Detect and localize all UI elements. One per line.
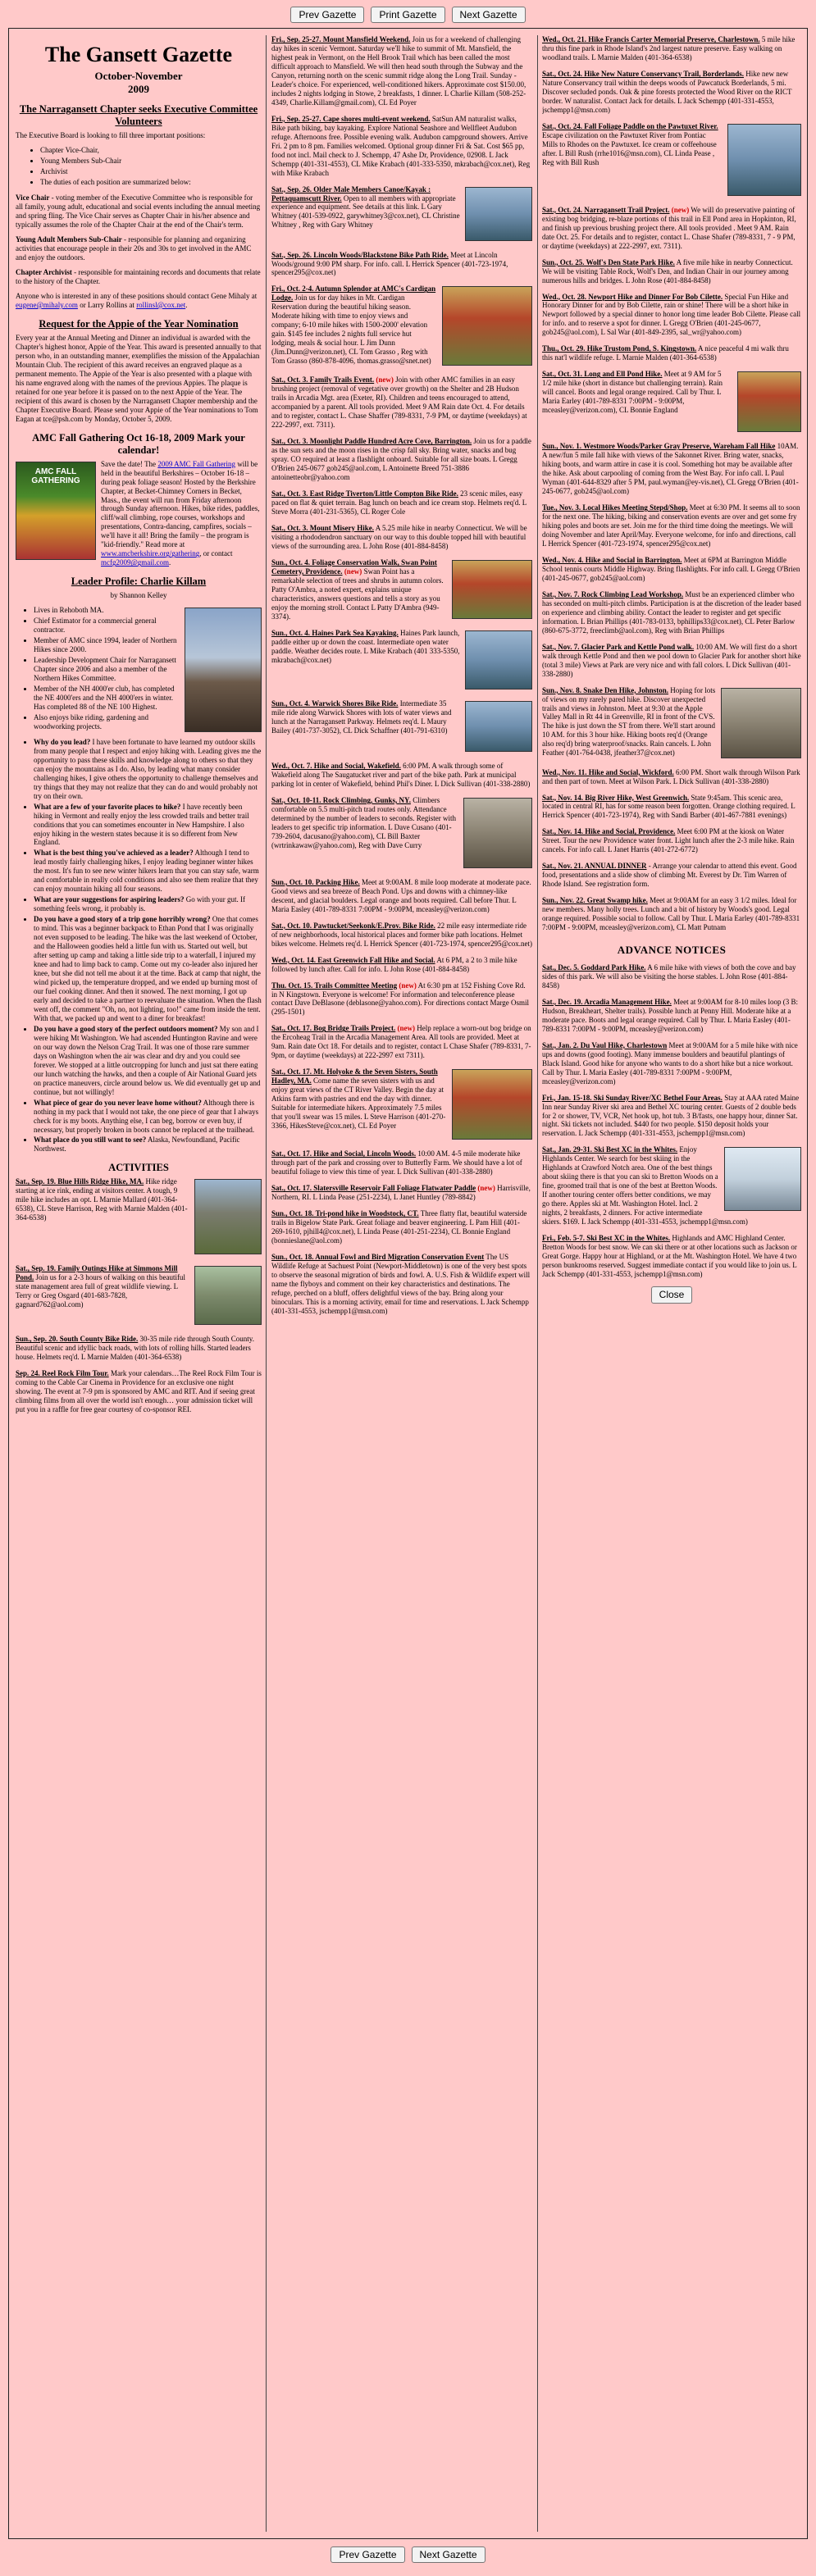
- event-date: Sat., Nov. 14. Big River Hike, West Greenwich.: [542, 793, 690, 802]
- event-desc: The US Wildlife Refuge at Sachuest Point (Newport-Middletown) is one of the very best spots to observe the seasonal migration of birds and fowl. A. U.S. Fish & Wildlife expert will name the flyboys and comment on their key characteristics and destinations. The refuge, perched on a bluff, offers delightful views of the bay. Bring along your binoculars. This is a morning activity, email for time and reservations. L Jack Schempp (401-331-4553, jschempp1@msn.com): [271, 1253, 531, 1315]
- profile-qa: [34, 895, 262, 913]
- profile-fact: • Lives in Rehoboth MA.: [34, 606, 262, 615]
- event-desc: Three flatty flat, beautiful waterside trails in Bigelow State Park. Great foliage and beaver engineering. L Pam Hill (401-269-1610, pjhill4@cox.net), L Linda Pease (401-251-2234), CL Bonnie England (bonnieslane@aol.com): [271, 1209, 527, 1245]
- event-date: Sat., Dec. 5. Goddard Park Hike.: [542, 963, 646, 972]
- event-item: [271, 185, 532, 243]
- activities-heading: ACTIVITIES: [108, 1162, 169, 1174]
- event-item: [542, 768, 801, 786]
- young-adult-label: Young Adult Members Sub-Chair: [16, 235, 122, 244]
- event-desc: Escape civilization on the Pawtuxet River from Pontiac Mills to Rhodes on the Pawtuxet. Ice cream or coffeehouse after. L Bill Rush (rrhe1016@msn.com), CL Linda Pease , Reg with Bill Rush: [542, 130, 717, 166]
- event-desc: 6:00 PM. A walk through some of Wakefield along The Saugatucket river and part of the bike path. Park at municipal parking lot in center of Wakefield, behind Phil's Diner. L Dick Sullivan (401-338-2880): [271, 761, 531, 788]
- contact-text: or Larry Rollins at: [77, 300, 137, 309]
- event-item: [16, 1369, 262, 1414]
- gathering-link[interactable]: 2009 AMC Fall Gathering: [157, 459, 236, 468]
- event-item: [542, 122, 801, 198]
- event-desc: Enjoy Highlands Center. We search for best skiing in the Highlands at Crawford Notch area. One of the best things about skiing there is that you can ski to Bretton Woods on a fine, groomed trail that is one of the best at Bretton Woods. If another touring center offers better conditions, we may go there. Apples ski at Mt. Washington Hotel. Incl. 2 nights, 2 breakfasts, 2 dinners. For active intermediate skiers. $169. L Jack Schempp (401-331-4553, jschempp1@msn.com): [542, 1145, 748, 1227]
- event-desc: Harrisville, Northern, RI. L Linda Pease (251-2234), L Janet Huntley (789-8842): [271, 1184, 531, 1202]
- event-date: Sun., Oct. 4. Warwick Shores Bike Ride.: [271, 699, 399, 708]
- event-item: [271, 981, 532, 1017]
- event-desc: Hike ridge starting at ice rink, ending at visitors center. A tough, 9 mile hike includes an opt. L Marnie Mallard (401-364-6538), CL Steve Harrison, Reg with Marnie Malden (401-364-6538): [16, 1177, 188, 1222]
- event-date: Sep. 24. Reel Rock Film Tour.: [16, 1369, 109, 1378]
- event-desc: A 6 mile hike with views of both the cove and bay sides of this park. We will also be visiting the horse stables. L John Rose (401-884-8458): [542, 963, 796, 990]
- event-item: [271, 437, 532, 482]
- event-item: [542, 442, 801, 496]
- gathering-body: Save the date! The: [101, 459, 158, 468]
- new-badge: (new): [669, 205, 690, 214]
- event-date: Fri., Sep. 25-27. Mount Mansfield Weekend.: [271, 35, 411, 43]
- profile-qa: [34, 803, 262, 848]
- event-desc: Special Fun Hike and Honorary Dinner for and by Bob Cilette, rain or shine! There will be a short hike in Newport followed by a special dinner to honor long time leader Bob Cilette. Please call for info. and to reserve a spot for dinner. L Gregg O'Brien (401-245-0677, gob245@aol.com), L Sal War (401-849-2395, sal_wr@yahoo.com): [542, 292, 801, 337]
- event-desc: Stay at AAA rated Maine Inn near Sunday River ski area and Bethel XC touring center. Guests of 2 double beds for 2 or shower, TV, VCR, Net hook up, hot tub. 3 B/fasts, one happy hour, dinner Sat. night. Ski tickets not included. $440 for two people. $150 deposit holds your reservation. L Jack Schempp (401-331-4553, jschempp1@msn.com): [542, 1093, 800, 1138]
- event-item: [271, 35, 532, 107]
- event-item: [542, 206, 801, 251]
- event-item: [542, 1041, 801, 1086]
- event-desc: Join us for a weekend of challenging day hikes in scenic Vermont. Saturday we'll hike to summit of Mt. Mansfield, the highest peak in Vermont, on the Hell Brook Trail which has been called the most difficult approach to Mansfield. We will then head south through the Subway and the Canyon, returning north on the scenic summit ridge along the Long Trail. Sunday - Leader's choice. For experienced, well-conditioned hikers. Approximate cost $150.00, includes 2 nights lodging in Stowe, 2 breakfasts, 1 dinner. L Charlie Killam (508-252-4349, Charlie.Killam@gmail.com), CL Ed Poyer: [271, 35, 527, 107]
- event-photo: [721, 688, 801, 758]
- event-photo: [465, 701, 532, 752]
- column-right: [542, 35, 801, 2503]
- edition-months: October-November: [94, 69, 183, 82]
- event-desc: A nice peaceful 4 mi walk thru this nat'l wildlife refuge. L Marnie Malden (401-364-6538): [542, 344, 789, 362]
- profile-fact: • Member of the NH 4000'er club, has completed the NE 4000'ers and the NH 4000'ers in winter. Has completed 88 of the NE 100 Highest.: [34, 685, 262, 712]
- event-date: Sat., Dec. 19. Arcadia Management Hike.: [542, 997, 672, 1006]
- edition-year: 2009: [128, 82, 149, 95]
- event-item: [271, 1149, 532, 1176]
- event-date: Sat., Sep. 19. Family Outings Hike at Simmons Mill Pond.: [16, 1264, 178, 1282]
- berkshire-link[interactable]: www.amcberkshire.org/gathering: [101, 549, 200, 558]
- event-date: Fri., Sep. 25-27. Cape shores multi-event weekend.: [271, 114, 431, 123]
- position-item: • The duties of each position are summarized below:: [40, 178, 262, 187]
- event-item: [271, 1253, 532, 1316]
- event-desc: Meet at 9:00AM. 8 mile loop moderate at moderate pace. Good views and sea breeze of Beach Pond. Ups and downs with a chimney-like descent, and glacial boulders. Legal orange and boots required. Call before Thur. L Maria Easley (401-789-8331 7:00PM - 9:00PM, mceasley@verizon.com): [271, 877, 531, 913]
- event-item: [542, 35, 801, 62]
- event-item: [271, 1184, 532, 1202]
- event-desc: Climbers comfortable on 5.5 multi-pitch trad routes only. Attendance determined by the number of leaders to seconds. Register with leaders to get specific trip information. L Dave Cusano (401-739-2604, dacusano@yahoo.com), CL Bill Baxter (wrtrinkawaw@yahoo.com), Reg with Dave Curry: [271, 795, 456, 849]
- event-date: Sun., Oct. 4. Foliage Conservation Walk, Swan Point Cemetery, Providence.: [271, 558, 437, 576]
- event-desc: Meet at Lincoln Woods/ground 9:00 PM sharp. For info. call. L Herrick Spencer (401-723-1974, spencer295@cox.net): [271, 250, 508, 277]
- event-item: [542, 643, 801, 679]
- event-date: Thu. Oct. 15. Trails Committee Meeting: [271, 981, 398, 990]
- event-date: Sun., Oct. 25. Wolf's Den State Park Hike.: [542, 257, 675, 266]
- event-item: [271, 251, 532, 278]
- event-date: Wed., Oct. 21. Hike Francis Carter Memorial Preserve, Charlestown.: [542, 35, 760, 43]
- event-date: Fri., Feb. 5-7. Ski Best XC in the Whites.: [542, 1234, 671, 1243]
- qa-answer: Although there is nothing in my pack that I would not take, the one piece of gear that I always check for is my boots. Anything else, I can beg, borrow or even buy, if necessary, but properly broken in boots cannot be replaced at the trailhead.: [34, 1098, 259, 1134]
- qa-answer: Go with your gut. If something feels wrong, it probably is.: [34, 895, 246, 913]
- event-desc: Hike new new Nature Conservancy trail within the deeps woods of Pawcatuck Borderlands, 5 mi. Discover secluded ponds. Oak & pine forests protected the Wood River on the RICT border. W naturalist. Contact Jack for details. L Jack Schempp (401-331-4553, jschempp1@msn.com): [542, 69, 792, 114]
- contact-text: .: [185, 300, 188, 309]
- event-desc: Meet at 6PM at Barrington Middle School tennis courts Middle Highway. Bring flashlights. For info call. L Gregg O'Brien (401-245-0677, gob245@aol.com): [542, 555, 800, 582]
- event-date: Fri., Oct. 2-4. Autumn Splendor at AMC's Cardigan Lodge.: [271, 284, 436, 303]
- charlie-killam-photo: [185, 608, 262, 732]
- event-date: Sun., Sep. 20. South County Bike Ride.: [16, 1335, 139, 1344]
- event-desc: Help replace a worn-out bog bridge on the Ercoheag Trail in the Arcadia Management Area. All tools are provided. Meet at 9am. Rain date Oct 18. For details and to register, contact L Chase Shafer (789-8331, 7-9pm, or daytime (weekdays) at 222-2997 ext 7311).: [271, 1024, 531, 1060]
- event-item: [271, 284, 532, 368]
- gathering-text: [16, 460, 262, 568]
- qa-answer: I have recently been hiking in Vermont and really enjoy the less crowded trails and better trail conditions that you can sometimes encounter in New Hampshire. I also enjoy hiking in the western states because it is so different from New England.: [34, 802, 249, 847]
- profile-fact: • Leadership Development Chair for Narragansett Chapter since 2006 and also a member of the Northern Hikes Committee.: [34, 656, 262, 683]
- profile-byline: by Shannon Kelley: [110, 591, 167, 600]
- profile-qa: [34, 1136, 262, 1154]
- event-desc: Meet 6:00 PM at the kiosk on Water Street. Tour the new Providence water front. Light lunch after the 2-3 mile hike. Rain cancels. For info call. L Janet Harris (401-272-6772): [542, 827, 795, 854]
- qa-answer: My son and I were hiking Mt Washington. We had ascended Huntington Ravine and were on our way down the Nelson Crag Trail. It was one of those rare summer days on Washington when the air was clear and dry and you could see forever. We stopped at a little outcropping for lunch and just sat there eating our lunch watching the hawks, and then a couple of Air National Guard jets on practice maneuvers, circle around below us. We did eventually get up and continue, but not willingly!: [34, 1024, 261, 1096]
- event-desc: Meet at 9 AM for 5 1/2 mile hike (short in distance but challenging terrain). Rain will cancel. Boots and legal orange required. Call by Thur. L Maria Earley (401-789-8331 7:00PM - 9:00PM, mceasley@verizon.com), CL Bonnie England: [542, 370, 723, 415]
- event-desc: Open to all members with appropriate experience and equipment. See details at this link. L Gary Whitney (401-539-0922, garywhitney3@cox.net), CL Christine Whitney , Reg with Gary Whitney: [271, 193, 460, 230]
- event-desc: - Arrange your calendar to attend this event. Good food, presentations and a slide show of climbing Mt. Everest by Dr. Tim Warren of Rhode Island. See registration form.: [542, 862, 797, 889]
- event-date: Sun., Oct. 10. Packing Hike.: [271, 877, 360, 886]
- event-item: [271, 1024, 532, 1060]
- event-date: Fri., Jan. 15-18. Ski Sunday River/XC Bethel Four Areas.: [542, 1093, 723, 1102]
- event-item: [542, 862, 801, 889]
- event-photo: [737, 371, 801, 432]
- event-item: [271, 524, 532, 551]
- event-item: [542, 590, 801, 635]
- event-date: Sat., Sep. 26. Older Male Members Canoe/Kayak : Pettaquamscutt River.: [271, 184, 431, 203]
- event-item: [271, 558, 532, 621]
- event-desc: Meet at 9:00AM for a 5 mile hike with nice ups and downs (good footing). Many immense boulders and beautiful plantings of Black Island. Good hike for anyone who wants to do a short hike but a nice workout. Call by Thur. L Maria Easley (401-789-8331 7:00PM - 9:00PM, mceasley@verizon.com): [542, 1040, 798, 1085]
- event-desc: 5 mile hike thru this fine park in Rhode Island's 2nd largest nature preserve. Easy walking on woodland trails. L Marnie Malden (401-364-6538): [542, 35, 795, 61]
- profile-qa: [34, 849, 262, 894]
- event-item: [542, 686, 801, 761]
- event-photo: [194, 1179, 262, 1254]
- event-item: [542, 896, 801, 932]
- email-link[interactable]: rollinsl@cox.net: [136, 300, 186, 309]
- event-desc: Come name the seven sisters with us and enjoy great views of the CT River Valley. Begin the day at Atkins farm with pastries and end the day with dinner. Suitable for intermediate hikers. Approximately 7.5 miles that you'll swear was 15 miles. L Steve Harrison (401-270-3366, HikesSteve@cox.net), CL Ed Poyer: [271, 1076, 446, 1131]
- event-date: Sat., Oct. 31. Long and Ell Pond Hike.: [542, 370, 663, 379]
- event-date: Sat., Nov. 21. ANNUAL DINNER: [542, 862, 647, 871]
- next-gazette-button[interactable]: Next Gazette: [452, 7, 526, 23]
- event-photo: [463, 798, 532, 868]
- close-button[interactable]: Close: [651, 1286, 693, 1304]
- young-adult-desc: [16, 235, 262, 262]
- event-date: Sun., Oct. 18. Tri-pond hike in Woodstock, CT.: [271, 1209, 419, 1218]
- event-desc: Intermediate 35 mile ride along Warwick Shores with lots of water views and lunch at the Narragansett Parkway. Helmets req'd. L Maury Bailey (401-737-3052), CL Dick Schaffner (401-791-6310): [271, 699, 452, 735]
- gathering-body: will be held in the beautiful Berkshires – October 16-18 – during peak foliage season! Hosted by the Berkshire Chapter, at Becket-Chimney Corners in Becket, Mass., the event will run from Friday afternoon through Sunday afternoon. Hikes, bike rides, paddles, cliff/wall climbing, rope courses, workshops and presentations, Contra-dancing, campfires, socials – we'll have it all! Bring the family – the program is "kid-friendly." Read more at: [101, 459, 260, 549]
- event-item: [271, 115, 532, 178]
- event-date: Wed., Oct. 7. Hike and Social, Wakefield.: [271, 761, 401, 770]
- qa-question: What are your suggestions for aspiring leaders?: [34, 895, 185, 904]
- event-item: [542, 344, 801, 362]
- qa-answer: I have been fortunate to have learned my outdoor skills from many people that I respect and enjoy hiking with. Leading gives me the opportunity to pass these skills and knowledge along to others so that they can enjoy the mountains as I do. Also, by leading what many consider challenging hikes, I give others the opportunity to challenge themselves and try things that they may not realize that they can do and would probably not try on their own.: [34, 737, 262, 800]
- event-desc: 10AM. A new/fun 5 mile fall hike with views of the Sakonnet River. Bring water, snacks, hiking boots, and warm attire in case it is cool. Something hot may be available after the hike. Ask about carpooling of coming from the West Bay. For info call. L Paul Wyman (401-644-8329 after 5 PM, paul.wyman@ey-vis.net), CL Gregg O'Brien (401-245-0677, gob245@aol.com): [542, 442, 799, 496]
- event-desc: Meet at 9:00AM for an easy 3 1/2 miles. Ideal for new members. Many holly trees. Lunch and a bit of history by Woods's good. Legal orange required. Possible social to follow. Call by Thur. L Maria Earley (401-789-8331 7:00PM - 9:00PM, mceasley@verizon.com), CL Matt Putnam: [542, 896, 800, 932]
- fall-gathering-poster: [16, 462, 96, 560]
- qa-answer: Although I tend to lead mostly fairly challenging hikes, I enjoy leading beginner winter hikes the most. It's fun to see new winter hikers learn that you can stay safe, warm and comfortable in really cold conditions and also see them realize that they can enjoy mountain hiking all four seasons.: [34, 849, 259, 894]
- email-link[interactable]: eugene@mihaly.com: [16, 300, 78, 309]
- event-item: [271, 762, 532, 789]
- qa-question: Do you have a good story of the perfect outdoors moment?: [34, 1024, 218, 1033]
- event-item: [271, 922, 532, 949]
- event-item: [542, 1094, 801, 1139]
- qa-answer: One that comes to mind. This was a beginner backpack to Ethan Pond that I was originally not even supposed to be leading. The hike was the last weekend of October, and the Halloween goodies held a little fun with us. Started out well, but after setting up camp and taking a little side trip to a waterfall, I injured my knee and had to limp back to camp. Come out my co-leader also injured her knee, but she did not tell me about it at the time. Back at camp that night, the wind picked up, the temperature dropped, and we ended up burning most of our fuel cooking dinner. And then it snowed. The next morning, I got up early and decided to take a partner to reevaluate the situation. When the flash went off, the comment "Oh, no, not lighting, too!" came from inside the tent. With that, we packed up and went to a diner for breakfast!: [34, 915, 262, 1022]
- event-item: [271, 1209, 532, 1245]
- event-desc: Join us for a 2-3 hours of walking on this beautiful state management area full of great wildlife viewing. L Terry or Greg Osgard (401-683-7828, gagnard762@aol.com): [16, 1273, 185, 1309]
- event-date: Sat., Oct. 17. Mt. Holyoke & the Seven Sisters, South Hadley, MA.: [271, 1067, 438, 1085]
- column-divider: [266, 35, 267, 2532]
- event-date: Sat., Oct. 10. Pawtucket/Seekonk/E.Prov. Bike Ride.: [271, 921, 435, 930]
- event-item: [16, 1335, 262, 1362]
- new-badge: (new): [342, 567, 362, 576]
- event-date: Wed., Oct. 14. East Greenwich Fall Hike and Social.: [271, 955, 435, 964]
- gathering-body: .: [169, 558, 171, 567]
- event-desc: 10:00 AM. We will first do a short walk through Kettle Pond and then we pool down to Glacier Park for another short hike (total 3 mile) Views at Park are very nice and with fall colors. L Dick Sullivan (401-338-2880): [542, 642, 801, 678]
- event-desc: SatSun AM naturalist walks, Bike path biking, bay kayaking. Explore National Seashore and Wellfleet Audubon refuge. Afternoons free. Possible evening walk. Audubon campground showers. Arrive Fri. 2 pm to 8 pm. Families welcomed. Optional group dinner Fri & Sat. Cost $65 pp, food not incl. Mail check to J. Schempp, 47 Ashe Dr, Providence, 02908. L Jack Schempp (401-331-4553), CL Mike Krabach (401-333-5350, mkrabach@cox.net), Reg with Mike Krabach: [271, 114, 531, 177]
- event-photo: [465, 187, 532, 241]
- positions-list: [16, 146, 262, 187]
- event-date: Sat., Oct. 3. Mount Misery Hike.: [271, 524, 374, 532]
- profile-qa: [34, 738, 262, 801]
- event-item: [542, 293, 801, 338]
- event-desc: Meet at 9:00AM for 8-10 miles loop (3 B: Hudson, Breakheart, Shelter trails). Possible lunch at Penny Hill. Moderate hike at a moderate pace. Boots and legal orange required. Call by Thur. L Maria Easley (401-789-8331 7:00PM - 9:00PM, mceasley@verizon.com): [542, 997, 799, 1033]
- event-photo: [194, 1266, 262, 1325]
- profile-qa: [34, 915, 262, 1023]
- contact-text: Anyone who is interested in any of these positions should contact Gene Mihaly at: [16, 292, 258, 300]
- gazette-sheet: [8, 28, 808, 2539]
- event-desc: 22 mile easy intermediate ride of new neighborhoods, local historical places and former bike path locations. Helmet bikes welcome. Helmets req'd. L Herrick Spencer (401-723-1974, spencer295@cox.net): [271, 921, 532, 948]
- event-date: Sat., Nov. 7. Rock Climbing Lead Workshop.: [542, 589, 684, 598]
- event-photo: [452, 560, 532, 619]
- event-date: Wed., Oct. 28. Newport Hike and Dinner For Bob Cilette.: [542, 292, 723, 301]
- column-left: [16, 35, 262, 2503]
- event-desc: Join with other AMC families in an easy brushing project (removal of vegetative over growth) on the Shelter and 2B Hudson trails in Arcadia Mgt. area (Exeter, RI). Children and teens encouraged to attend, accompanied by a parent. All tools provided. Meet 9 AM Rain date Oct. 4. For details and to register, contact L. Chase Shaffer (789-8331, 7-9 PM, or daytime (weekdays) at 222-2997, ext. 7311).: [271, 375, 527, 430]
- gathering-email-link[interactable]: mcfg2009@gmail.com: [101, 558, 170, 567]
- qa-question: What place do you still want to see?: [34, 1136, 147, 1145]
- committee-contact: [16, 292, 262, 310]
- event-item: [271, 956, 532, 974]
- bottom-nav: [0, 2539, 816, 2563]
- young-adult-text: - responsible for planning and organizing activities that encourage people in their 20s and 30s to get involved in the AMC and enjoy the outdoors.: [16, 235, 252, 262]
- event-date: Wed., Nov. 11. Hike and Social, Wickford.: [542, 767, 674, 776]
- column-middle: [271, 35, 532, 2503]
- profile-qa: [34, 1025, 262, 1097]
- event-item: [542, 70, 801, 115]
- event-item: [542, 258, 801, 285]
- column-divider: [537, 35, 538, 2532]
- committee-heading: The Narragansett Chapter seeks Executive Committee Volunteers: [19, 103, 258, 128]
- event-desc: Haines Park launch, paddle either up or down the coast. Intermediate open water paddle. Weather decides route. L Mike Krabach (401 333-5350, mkrabach@cox.net): [271, 628, 460, 664]
- event-item: [542, 963, 801, 990]
- event-date: Sat., Jan. 29-31. Ski Best XC in the Whites.: [542, 1145, 678, 1154]
- event-desc: A five mile hike in nearby Connecticut. We will be visiting Table Rock, Wolf's Den, and Indian Chair in our journey among numerous hills and bridges. L John Rose (401-884-8458): [542, 257, 793, 284]
- event-item: [271, 699, 532, 754]
- new-badge: (new): [476, 1184, 495, 1193]
- event-desc: Must be an experienced climber who has seconded on multi-pitch climbs. Participation is at the discretion of the leader based on experience and climbing ability. Contact the leader to register and get specific information. L Brian Phillips (401-783-0133, bphillips33@cox.net), CL Peter Barlow (860-675-3772, freeclimb@aol.com), Reg with Brian Phillips: [542, 589, 801, 635]
- event-desc: Join us for day hikes in Mt. Cardigan Reservation during the beautiful hiking season. Moderate hiking with time to enjoy views and company; 6-10 mile hikes with 1500-2000' elevation gain. $145 fee includes 2 nights full service hut lodging, meals & social hour. L Jim Dunn (Jim.Dunn@verizon.net), CL Tom Grasso , Reg with Tom Grasso (860-878-4096, thomas.grasso@snet.net): [271, 294, 431, 366]
- event-photo: [727, 124, 801, 196]
- event-item: [542, 1234, 801, 1279]
- appie-text: Every year at the Annual Meeting and Dinner an individual is awarded with the Chapter's highest honor, Appie of the Year. This award is presented annually to that person who, in an outstanding manner, exemplifies the mission of the Appalachian Mountain Club. The recipient of this award receives an engraved plaque as a permanent memento. The Appie of the Year is also presented with a plaque with his name engraved along with the names of the previous Appies. The plaque is retained for one year before it is passed on to the next Appie of the Year. The recipient of this award is chosen by the Narragansett Chapter membership and the Chapter Executive Board. Please send your Appie of the Year nominations to Tom Eagan at tce@psh.com by Monday, October 5, 2009.: [16, 333, 262, 423]
- prev-gazette-button[interactable]: Prev Gazette: [331, 2546, 404, 2563]
- event-date: Sat., Nov. 7. Glacier Park and Kettle Pond walk.: [542, 642, 695, 651]
- vice-chair-text: - voting member of the Executive Committee who is responsible for all family, young adult, educational and social events including the annual meeting and spring fling. The Vice Chair serves as Chapter Chair in his/her absence and typically assumes the role of the Chapter Chair at the end of the Chair's term.: [16, 193, 261, 230]
- event-date: Sat., Oct. 24. Fall Foliage Paddle on the Pawtuxet River.: [542, 121, 718, 130]
- event-item: [542, 556, 801, 583]
- event-date: Sat., Nov. 14. Hike and Social, Providence.: [542, 827, 676, 836]
- event-desc: 10:00 AM. 4-5 mile moderate hike through part of the park and crossing over to Butterfly Farm. We should have a lot of beautiful foliage to view this time of year. L Dick Sullivan (401-338-2880): [271, 1149, 522, 1176]
- event-date: Sat., Oct. 17. Slatersville Reservoir Fall Foliage Flatwater Paddle: [271, 1184, 476, 1193]
- event-item: [542, 794, 801, 821]
- profile-fact: • Also enjoys bike riding, gardening and woodworking projects.: [34, 713, 262, 731]
- event-photo: [442, 286, 532, 366]
- archivist-text: - responsible for maintaining records and documents that relate to the history of the Chapter.: [16, 268, 261, 286]
- advance-events: [542, 963, 801, 1279]
- event-item: [16, 1177, 262, 1257]
- event-desc: 30-35 mile ride through South County. Beautiful scenic and idyllic back roads, with lots of rolling hills. Started leaders house. Helmets req'd. L Marnie Malden (401-364-6538): [16, 1335, 254, 1362]
- event-date: Thu., Oct. 29. Hike Trustom Pond, S. Kingstown.: [542, 344, 697, 353]
- event-date: Sun., Nov. 8. Snake Den Hike, Johnston.: [542, 685, 669, 694]
- event-date: Wed., Nov. 4. Hike and Social in Barrington.: [542, 555, 682, 564]
- event-desc: State 9:45am. This scenic area, located in central RI, has for some reason been forgotten. Orange clothing required. L Herrick Spencer (401-723-1974), Reg with Sandi Barber (401-467-7881 evenings): [542, 793, 795, 820]
- event-desc: 23 scenic miles, easy paced on flat & quiet terrain. Bag lunch on beach and ice cream stop. Helmets req'd. L Steve Morra (401-231-5365), CL Roger Cole: [271, 489, 527, 517]
- position-item: • Young Members Sub-Chair: [40, 157, 262, 166]
- profile-heading: Leader Profile: Charlie Killam: [71, 576, 207, 588]
- event-date: Sat., Oct. 17. Bog Bridge Trails Project.: [271, 1024, 396, 1033]
- event-desc: Mark your calendars…The Reel Rock Film Tour is coming to the Cable Car Cinema in Providence for an exclusive one night showing. The event at 7-9 pm is sponsored by AMC and RIT. And if seeing great climbing films from all over the world isn't enough… your admission ticket will put you in a raffle for free gear courtesy of co-sponsor REI.: [16, 1369, 262, 1414]
- event-item: [542, 998, 801, 1034]
- event-date: Sat., Oct. 3. Moonlight Paddle Hundred Acre Cove, Barrington.: [271, 437, 472, 446]
- event-date: Sat., Oct. 17. Hike and Social, Lincoln Woods.: [271, 1149, 417, 1158]
- event-item: [271, 375, 532, 430]
- event-item: [271, 796, 532, 871]
- event-date: Sat., Oct. 24. Narragansett Trail Project.: [542, 205, 670, 214]
- event-date: Sat., Sep. 26. Lincoln Woods/Blackstone Bike Path Ride.: [271, 250, 449, 259]
- event-desc: 6:00 PM. Short walk through Wilson Park and then part of town. Meet at Wilson Park. L Dick Sullivan (401-338-2880): [542, 767, 800, 785]
- event-desc: Swan Point has a remarkable selection of trees and shrubs in autumn colors. Patty O'Ambra, a noted expert, explains unique characteristics, answers questions and tells a story as you enjoy the morning stroll. Contact L Patty D'Ambra (949-3374).: [271, 567, 444, 621]
- event-item: [271, 629, 532, 692]
- committee-intro: The Executive Board is looking to fill three important positions:: [16, 131, 206, 140]
- event-item: [271, 878, 532, 914]
- event-item: [16, 1264, 262, 1327]
- qa-question: Why do you lead?: [34, 737, 91, 746]
- prev-gazette-button[interactable]: Prev Gazette: [290, 7, 364, 23]
- profile-qa-list: [16, 738, 262, 1154]
- event-photo: [724, 1147, 801, 1211]
- event-date: Sat., Sep. 19. Blue Hills Ridge Hike, MA.: [16, 1177, 144, 1186]
- gathering-body: , or contact: [199, 549, 233, 558]
- qa-answer: Alaska, Newfoundland, Pacific Northwest.: [34, 1136, 240, 1154]
- event-desc: We will do preservative painting of existing bog bridging, re-blaze portions of this trail in Ell Pond area in Hopkinton, RI, and finish up previous brushing project there. All tools provided . Meet 9 AM. Rain date Oct. 25. For details and to register, contact L. Chase Shafer (789-8331, 7 - 9 PM, or daytime (weekdays) at 222-2997, ext. 7311).: [542, 205, 796, 250]
- new-badge: (new): [374, 375, 394, 385]
- print-gazette-button[interactable]: Print Gazette: [371, 7, 444, 23]
- advance-notices-heading: ADVANCE NOTICES: [617, 944, 727, 957]
- position-item: • Archivist: [40, 167, 262, 176]
- event-date: Sun., Oct. 4. Haines Park Sea Kayaking.: [271, 628, 399, 637]
- event-date: Sun., Oct. 18. Annual Fowl and Bird Migration Conservation Event: [271, 1253, 485, 1261]
- gathering-heading: AMC Fall Gathering Oct 16-18, 2009 Mark your calendar!: [32, 431, 245, 456]
- vice-chair-label: Vice Chair: [16, 193, 50, 203]
- event-item: [542, 370, 801, 435]
- event-item: [542, 503, 801, 548]
- new-badge: (new): [397, 981, 417, 990]
- profile-facts: [16, 606, 262, 731]
- event-item: [542, 1145, 801, 1227]
- profile-fact: • Chief Estimator for a commercial general contractor.: [34, 617, 262, 635]
- profile-qa: [34, 1099, 262, 1135]
- event-date: Sat., Oct. 3. East Ridge Tiverton/Little Compton Bike Ride.: [271, 489, 458, 498]
- position-item: • Chapter Vice-Chair,: [40, 146, 262, 155]
- event-item: [271, 1067, 532, 1142]
- event-desc: At 6 PM, a 2 to 3 mile hike followed by lunch after. Call for info. L John Rose (401-884-8458): [271, 955, 517, 973]
- event-date: Sun., Nov. 1. Westmore Woods/Parker Gray Preserve, Wareham Fall Hike: [542, 442, 776, 451]
- top-nav: [0, 0, 816, 28]
- qa-question: Do you have a good story of a trip gone horribly wrong?: [34, 915, 211, 924]
- event-desc: Highlands and AMC Highland Center. Bretton Woods for best snow. We can ski there or at other locations such as Jackson or Great Gorge. Happy hour at Highland, or at the Mt. Washington Hotel. We have 4 two person bunkrooms reserved. Suggest immediate contact if you would like to join us. L Jack Schempp (401-331-4553, jschempp1@msn.com): [542, 1234, 797, 1279]
- event-desc: Join us for a paddle as the sun sets and the moon rises in the crisp fall sky. Bring water, snacks and bug spray. CO required at least a flashlight onboard. Suitable for all size boats. L Gregg O'Brien 245-0677 gob245@aol.com, L Antoinette Breed 751-3886 antoinetteobr@yahoo.com: [271, 437, 531, 482]
- event-desc: A 5.25 mile hike in nearby Connecticut. We will be visiting a rhododendron sanctuary on our way to this double topped hill with beautiful views of the surrounding area. L John Rose (401-884-8458): [271, 524, 527, 550]
- right-events: [542, 35, 801, 932]
- qa-question: What piece of gear do you never leave home without?: [34, 1098, 202, 1107]
- archivist-desc: [16, 268, 262, 286]
- event-date: Sat., Oct. 10-11. Rock Climbing, Gunks, NY.: [271, 795, 411, 804]
- profile-fact: • Member of AMC since 1994, leader of Northern Hikes since 2000.: [34, 636, 262, 654]
- new-badge: (new): [395, 1024, 415, 1033]
- next-gazette-button[interactable]: Next Gazette: [412, 2546, 485, 2563]
- event-date: Sat., Oct. 24. Hike New Nature Conservancy Trail, Borderlands.: [542, 69, 744, 78]
- event-photo: [465, 630, 532, 690]
- event-desc: At 6:30 pm at 152 Fishing Cove Rd. in N Kingstown. Everyone is welcome! For information and teleconference please contact Dave DeBlasone (deblasone@yahoo.com). For directions contact Marge Osmil (295-1501): [271, 981, 530, 1017]
- vice-chair-desc: [16, 193, 262, 230]
- qa-question: What are a few of your favorite places to hike?: [34, 802, 181, 811]
- qa-question: What is the best thing you've achieved as a leader?: [34, 849, 194, 858]
- event-date: Tue., Nov. 3. Local Hikes Meeting Stepd/Shop.: [542, 503, 688, 512]
- event-item: [271, 489, 532, 517]
- event-desc: Hoping for lots of views on my rarely pared hike. Discover unexpected trails and views in Johnston. Meet at 9:30 at the Apple Valley Mall in Rt 44 in Greenville, RI in front of the CVS. The hike is just down the ST from there. We'll start around 10 AM. for this 3 hour hike. Hiking boots req'd (Orange also req'd) bring waterproof/snacks. Rain cancels. L John Feather (401-764-0438, jfeather37@cox.net): [542, 685, 716, 758]
- poster-title: AMC FALL GATHERING: [31, 467, 80, 485]
- event-item: [542, 827, 801, 854]
- appie-heading: Request for the Appie of the Year Nomination: [39, 317, 239, 330]
- event-date: Sat., Oct. 3. Family Trails Event.: [271, 375, 375, 385]
- event-photo: [452, 1069, 532, 1140]
- event-date: Sat., Jan. 2. Du Vaul Hike, Charlestown: [542, 1040, 668, 1049]
- archivist-label: Chapter Archivist: [16, 268, 72, 277]
- event-desc: Meet at 6:30 PM. It seems all to soon for the next one. The hiking, biking and conservation events are over and get some fry hiking poles and boots are set. Join me for the third time doing the meetings. We will doing November and later April/May. Everyone welcome, for info and directions, call L Herrick Spencer (401-723-1974, spencer295@cox.net): [542, 503, 800, 548]
- gazette-title: The Gansett Gazette: [44, 43, 233, 66]
- event-date: Sun., Nov. 22. Great Swamp hike.: [542, 896, 648, 905]
